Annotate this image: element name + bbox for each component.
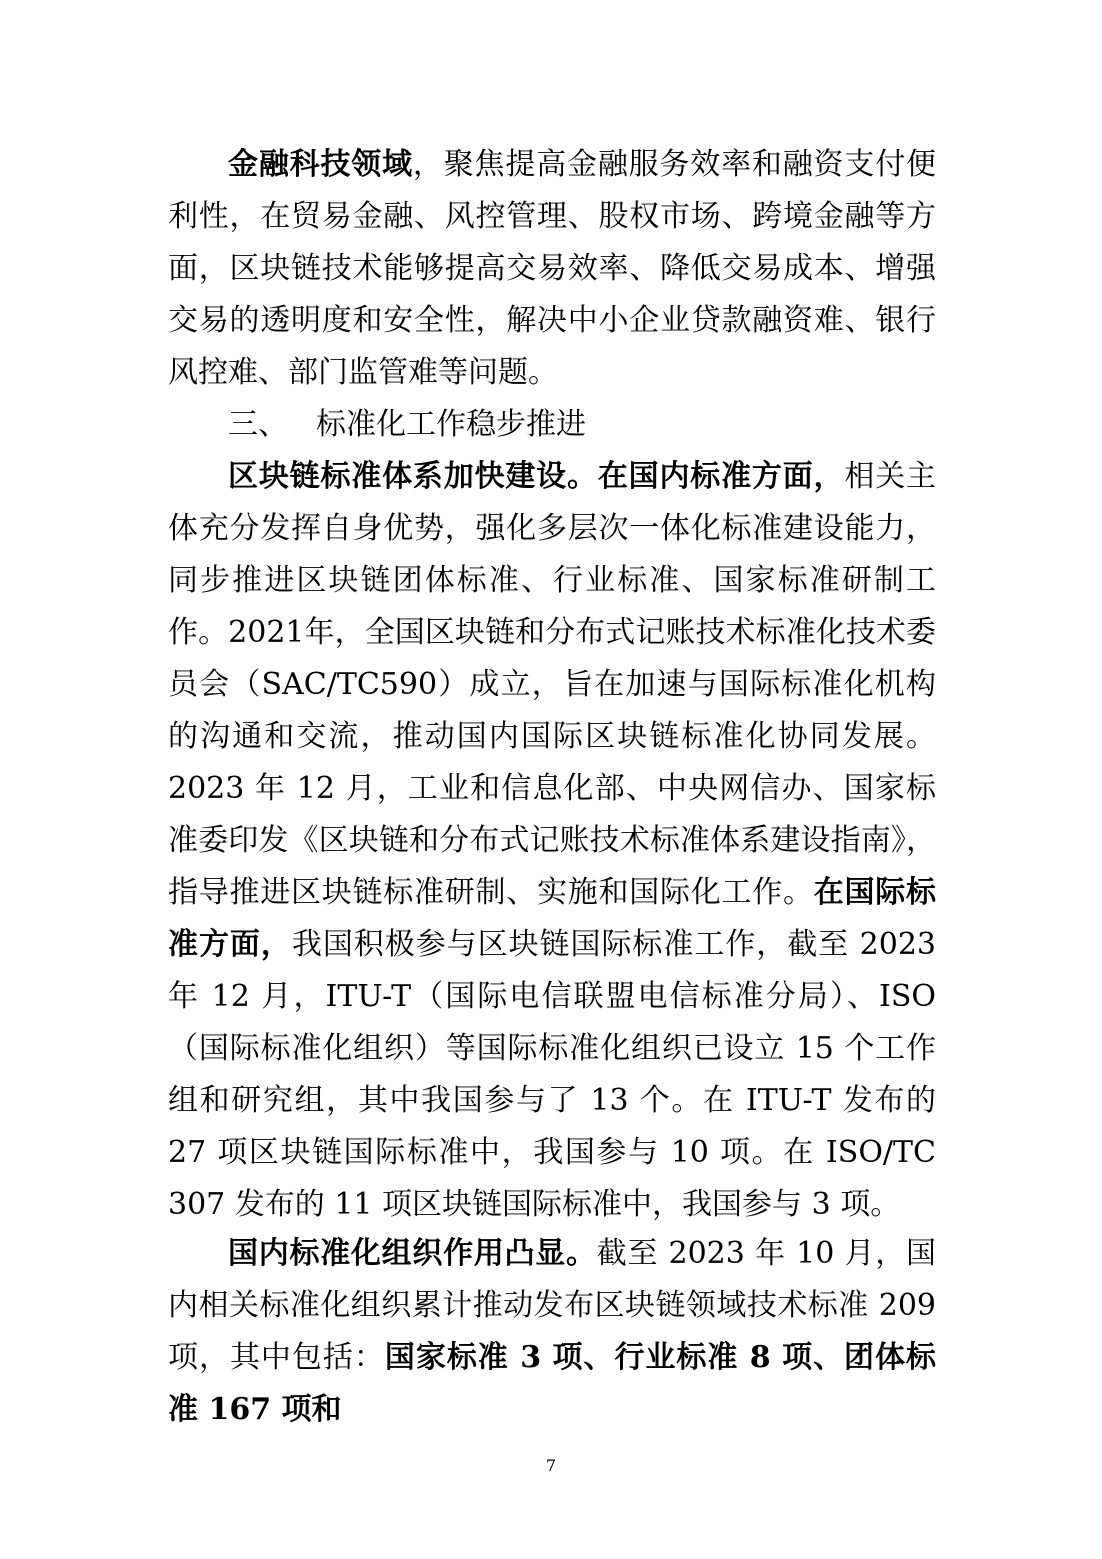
fintech-body-text: ，聚焦提高金融服务效率和融资支付便利性，在贸易金融、风控管理、股权市场、跨境金融等方面，区块链技术能够提高交易效率、降低交易成本、增强交易的透明度和安全性，解决中小企业贷款融资难、银行风控难、部门监管难等问题。	[168, 147, 937, 390]
standards-body-text-2: 我国积极参与区块链国际标准工作，截至 2023 年 12 月，ITU-T（国际电信联盟电信标准分局）、ISO（国际标准化组织）等国际标准化组织已设立 15 个工作组和研究组，其中我国参与了 13 个。在 ITU-T 发布的 27 项区块链国际标准中，我国参与 10 项。在 ISO/TC 307 发布的 11 项区块链国际标准中，我国参与 3 项。	[168, 927, 937, 1222]
fintech-lead-bold: 金融科技领域	[228, 147, 413, 182]
standards-body-text-1: 相关主体充分发挥自身优势，强化多层次一体化标准建设能力，同步推进区块链团体标准、行业标准、国家标准研制工作。2021年，全国区块链和分布式记账技术标准化技术委员会（SAC/TC590）成立，旨在加速与国际标准化机构的沟通和交流，推动国内国际区块链标准化协同发展。2023 年 12 月，工业和信息化部、中央网信办、国家标准委印发《区块链和分布式记账技术标准体系建设指南》，指导推进区块链标准研制、实施和国际化工作。	[168, 459, 937, 910]
section-heading-title: 标准化工作稳步推进	[316, 407, 586, 442]
standards-lead-bold: 区块链标准体系加快建设。在国内标准方面，	[228, 459, 845, 494]
section-heading-number: 三、	[228, 407, 288, 442]
paragraph-standards-system	[168, 451, 936, 1231]
paragraph-fintech	[168, 139, 936, 399]
domestic-tail-bold: 国家标准 3 项、行业标准 8 项、团体标准 167 项和	[168, 1340, 937, 1427]
section-heading	[228, 399, 586, 451]
domestic-lead-bold: 国内标准化组织作用凸显。	[228, 1236, 597, 1271]
page-number: 7	[545, 1456, 557, 1475]
standards-mid-bold: 在国际标准方面，	[168, 875, 936, 962]
paragraph-domestic-orgs	[168, 1228, 936, 1436]
domestic-body-text: 截至 2023 年 10 月，国内相关标准化组织累计推动发布区块链领域技术标准 209 项，其中包括：	[168, 1236, 937, 1375]
